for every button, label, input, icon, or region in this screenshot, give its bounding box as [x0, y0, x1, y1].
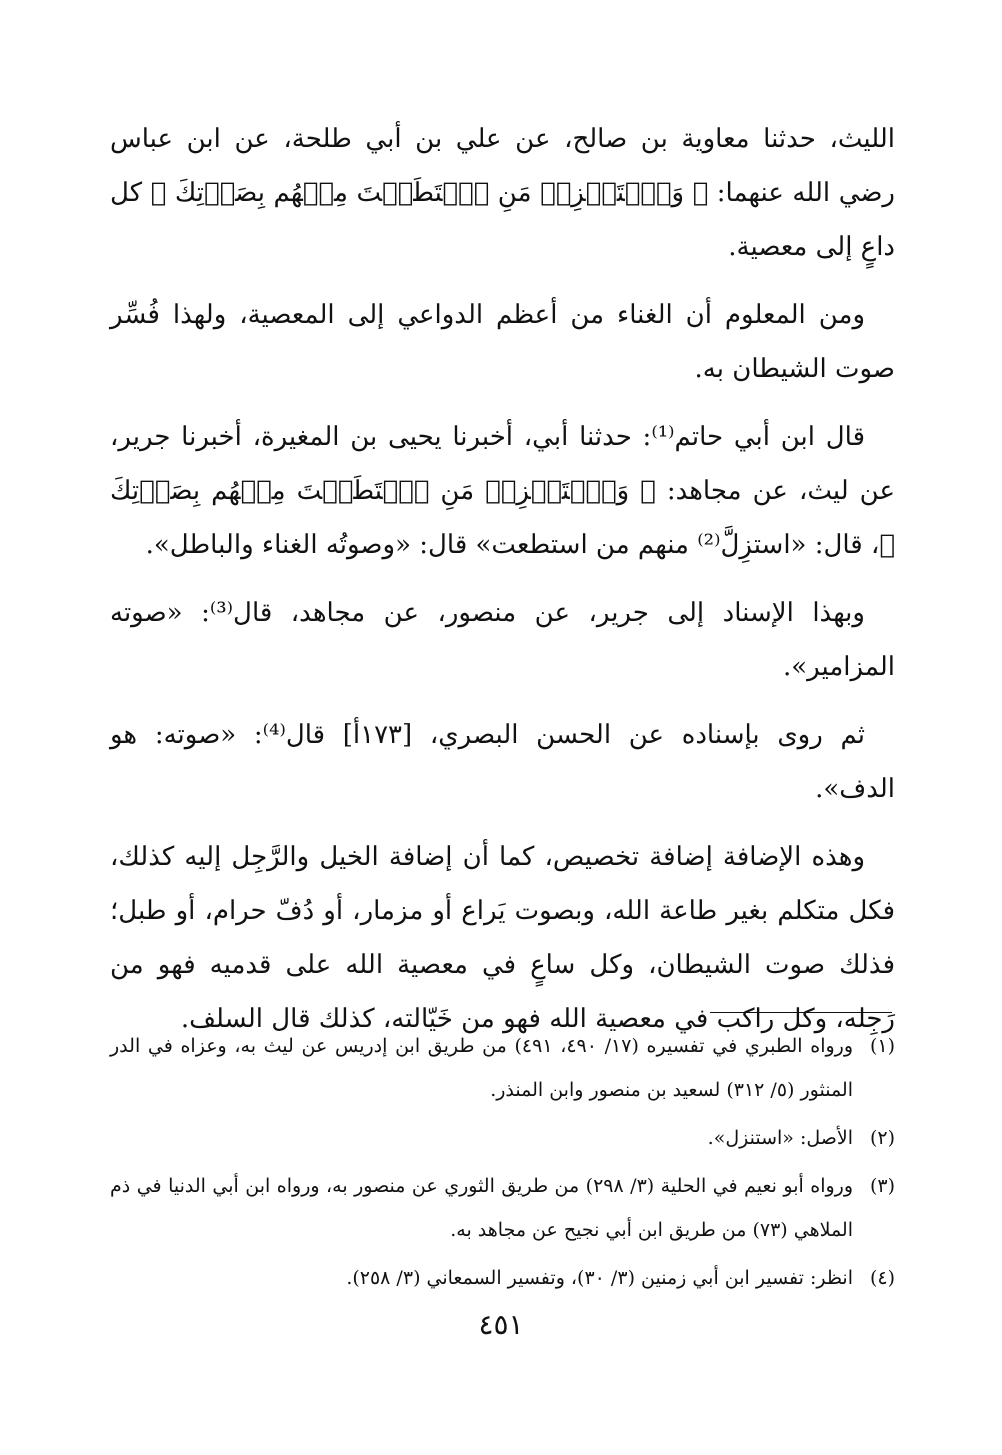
footnote-2	[110, 1116, 895, 1160]
footnote-text: ورواه الطبري في تفسيره (١٧/ ٤٩٠، ٤٩١) من طريق ابن إدريس عن ليث به، وعزاه في الدر المنثور (٥/ ٣١٢) لسعيد بن منصور وابن المنذر.	[110, 1035, 853, 1101]
footnotes	[110, 1024, 895, 1304]
footnote-text: ورواه أبو نعيم في الحلية (٣/ ٢٩٨) من طريق الثوري عن منصور به، ورواه ابن أبي الدنيا في ذم الملاهي (٧٣) من طريق ابن أبي نجيح عن مجاهد به.	[110, 1175, 853, 1241]
paragraph-6: وهذه الإضافة إضافة تخصيص، كما أن إضافة الخيل والرَّجِل إليه كذلك، فكل متكلم بغير طاعة الله، وبصوت يَراع أو مزمار، أو دُفّ حرام، أو طبل؛ فذلك صوت الشيطان، وكل ساعٍ في معصية الله على قدميه فهو من رَجِله، وكل راكب في معصية الله فهو من خَيّالته، كذلك قال السلف.	[110, 842, 895, 1034]
paragraph-3: قال ابن أبي حاتم⁽¹⁾: حدثنا أبي، أخبرنا يحيى بن المغيرة، أخبرنا جرير، عن ليث، عن مجاهد: ﴿ وَٱسۡتَفۡزِزۡ مَنِ ٱسۡتَطَعۡتَ مِنۡهُم بِصَوۡتِكَ ﴾، قال: «استزِلَّ⁽²⁾ منهم من استطعت» قال: «وصوتُه الغناء والباطل».	[110, 422, 895, 560]
page-number: ٤٥١	[478, 1308, 524, 1341]
paragraph-2: ومن المعلوم أن الغناء من أعظم الدواعي إلى المعصية، ولهذا فُسِّر صوت الشيطان به.	[110, 300, 895, 384]
footnote-text: انظر: تفسير ابن أبي زمنين (٣/ ٣٠)، وتفسير السمعاني (٣/ ٢٥٨).	[346, 1267, 853, 1289]
paragraph-5: ثم روى بإسناده عن الحسن البصري، [١٧٣أ] قال⁽⁴⁾: «صوته: هو الدف».	[110, 720, 895, 804]
footnote-4	[110, 1256, 895, 1300]
paragraph-1: الليث، حدثنا معاوية بن صالح، عن علي بن أبي طلحة، عن ابن عباس رضي الله عنهما: ﴿ وَٱسۡتَفۡزِزۡ مَنِ ٱسۡتَطَعۡتَ مِنۡهُم بِصَوۡتِكَ ﴾ كل داعٍ إلى معصية.	[110, 124, 895, 262]
footnote-number: (٤)	[869, 1267, 895, 1289]
footnote-number: (٢)	[869, 1127, 895, 1149]
footnote-divider	[710, 1012, 892, 1013]
footnote-number: (١)	[869, 1035, 895, 1057]
footnote-text: الأصل: «استنزل».	[707, 1127, 853, 1149]
footnote-3	[110, 1164, 895, 1252]
footnote-1	[110, 1024, 895, 1112]
footnote-number: (٣)	[869, 1175, 895, 1197]
main-text	[110, 112, 895, 1060]
paragraph-4: وبهذا الإسناد إلى جرير، عن منصور، عن مجاهد، قال⁽³⁾: «صوته المزامير».	[110, 598, 895, 682]
